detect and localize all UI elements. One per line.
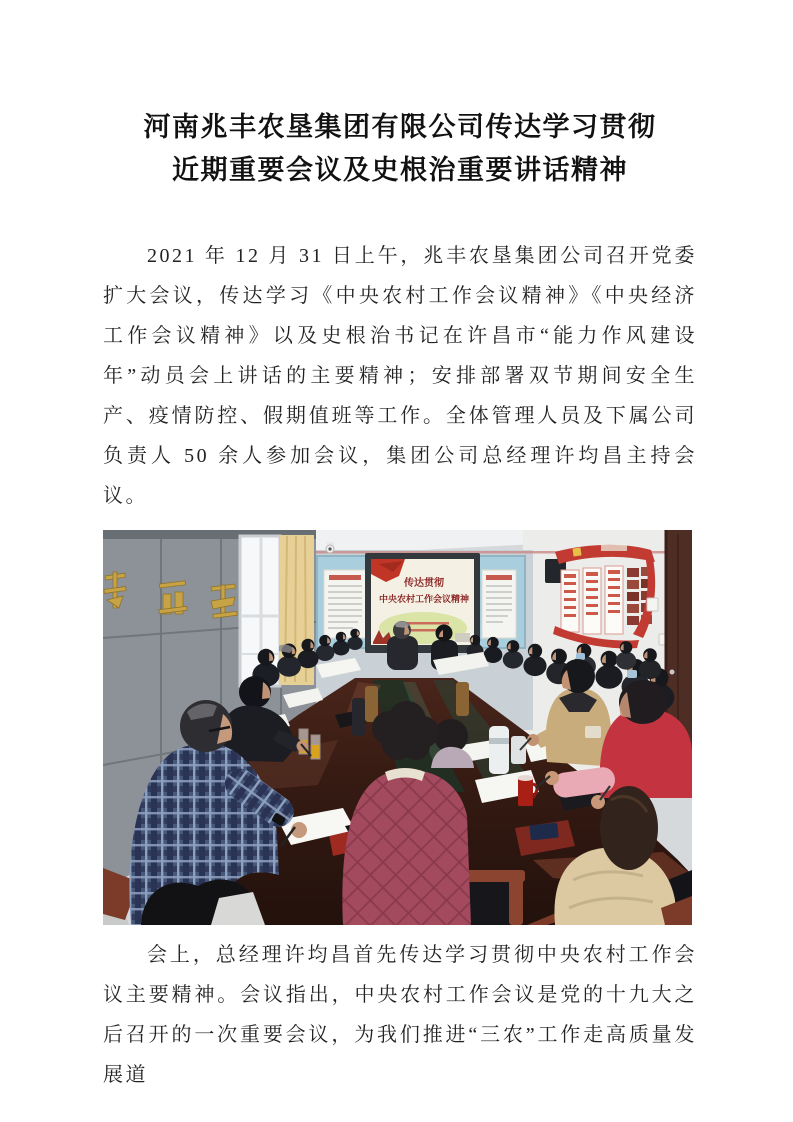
slide-title-line-2: 中央农村工作会议精神	[378, 594, 470, 604]
door-handle-icon	[670, 670, 675, 675]
meeting-photo	[103, 530, 692, 925]
projection-screen	[365, 553, 480, 653]
meeting-photo-illustration	[103, 530, 692, 925]
ceiling-camera-icon	[326, 542, 334, 553]
paragraph-1: 2021 年 12 月 31 日上午，兆丰农垦集团公司召开党委扩大会议，传达学习《中央农村工作会议精神》《中央经济工作会议精神》以及史根治书记在许昌市“能力作风建设年”动员会上讲话的主要精神；安排部署双节期间安全生产、疫情防控、假期值班等工作。全体管理人员及下属公司负责人 50 余人参加会议，集团公司总经理许均昌主持会议。	[103, 245, 697, 507]
page-title	[103, 106, 697, 192]
face-mask-icon	[576, 653, 585, 660]
title-line-2: 近期重要会议及史根治重要讲话精神	[172, 155, 628, 185]
document-content	[0, 106, 793, 1095]
title-line-1: 河南兆丰农垦集团有限公司传达学习贯彻	[143, 112, 657, 142]
slide-title-line-1: 传达贯彻	[404, 578, 444, 589]
paragraph-2: 会上，总经理许均昌首先传达学习贯彻中央农村工作会议主要精神。会议指出，中央农村工作会议是党的十九大之后召开的一次重要会议，为我们推进“三农”工作走高质量发展道	[103, 944, 697, 1086]
face-mask-icon	[627, 670, 637, 678]
window	[240, 536, 280, 686]
